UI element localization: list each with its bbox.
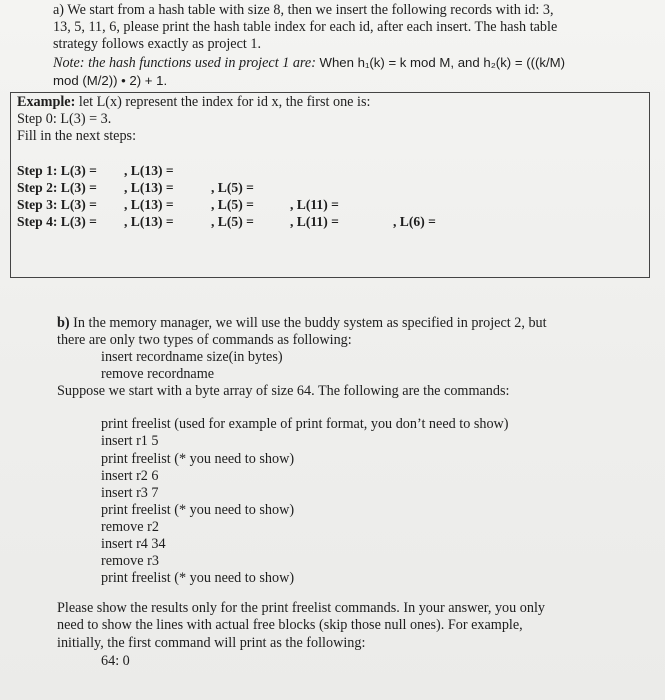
- note-prefix: Note: the hash functions used in project 1 are:: [53, 55, 316, 71]
- part-b-intro-text-1: In the memory manager, we will use the buddy system as specified in project 2, but: [69, 315, 547, 331]
- command-6: print freelist (* you need to show): [101, 502, 295, 518]
- command-2: insert r1 5: [101, 433, 159, 449]
- step-1-label: Step 1: L(3) =: [17, 163, 97, 178]
- command-4: insert r2 6: [101, 468, 159, 484]
- step-3-label: Step 3: L(3) =: [17, 197, 97, 212]
- step-4-l13: , L(13) =: [124, 214, 174, 229]
- step-3-l5: , L(5) =: [211, 197, 254, 212]
- step-3-l11: , L(11) =: [290, 197, 339, 212]
- part-b-intro-line-1: b) In the memory manager, we will use the buddy system as specified in project 2, but: [57, 315, 547, 331]
- command-8: insert r4 34: [101, 536, 166, 552]
- step-2-l5: , L(5) =: [211, 180, 254, 195]
- example-output: 64: 0: [101, 653, 130, 669]
- step-4-label: Step 4: L(3) =: [17, 214, 97, 229]
- suppose-line: Suppose we start with a byte array of size 64. The following are the commands:: [57, 383, 510, 399]
- note-formula: When h₁(k) = k mod M, and h₂(k) = (((k/M): [319, 55, 566, 70]
- command-type-insert: insert recordname size(in bytes): [101, 349, 283, 365]
- part-a-intro-line-1: a) We start from a hash table with size 8, then we insert the following records with id: 3,: [53, 2, 554, 18]
- command-9: remove r3: [101, 553, 159, 569]
- part-a-intro-line-2: 13, 5, 11, 6, please print the hash table index for each id, after each insert. The hash table: [53, 19, 558, 35]
- step-2-l13: , L(13) =: [124, 180, 174, 195]
- step-3-l13: , L(13) =: [124, 197, 174, 212]
- command-10: print freelist (* you need to show): [101, 570, 295, 586]
- command-1: print freelist (used for example of print format, you don’t need to show): [101, 416, 509, 432]
- note-line: [53, 54, 565, 72]
- example-heading: Example:: [17, 94, 76, 110]
- example-heading-line: [17, 94, 370, 111]
- part-a-intro-line-3: strategy follows exactly as project 1.: [53, 36, 262, 52]
- command-5: insert r3 7: [101, 485, 159, 501]
- step-2-label: Step 2: L(3) =: [17, 180, 97, 195]
- closing-line-3: initially, the first command will print as the following:: [57, 635, 366, 651]
- command-type-remove: remove recordname: [101, 366, 215, 382]
- command-7: remove r2: [101, 519, 159, 535]
- command-3: print freelist (* you need to show): [101, 451, 295, 467]
- step-1-l13: , L(13) =: [124, 163, 174, 178]
- step-4-l5: , L(5) =: [211, 214, 254, 229]
- closing-line-1: Please show the results only for the print freelist commands. In your answer, you only: [57, 600, 546, 616]
- example-step0: Step 0: L(3) = 3.: [17, 111, 112, 127]
- part-b-intro-line-2: there are only two types of commands as following:: [57, 332, 352, 348]
- step-4-l6: , L(6) =: [393, 214, 436, 229]
- note-formula-cont: mod (M/2)) • 2) + 1.: [53, 73, 168, 88]
- example-fill-instruction: Fill in the next steps:: [17, 128, 137, 144]
- closing-line-2: need to show the lines with actual free blocks (skip those null ones). For example,: [57, 617, 523, 633]
- step-4-l11: , L(11) =: [290, 214, 339, 229]
- example-heading-rest: let L(x) represent the index for id x, the first one is:: [75, 94, 371, 110]
